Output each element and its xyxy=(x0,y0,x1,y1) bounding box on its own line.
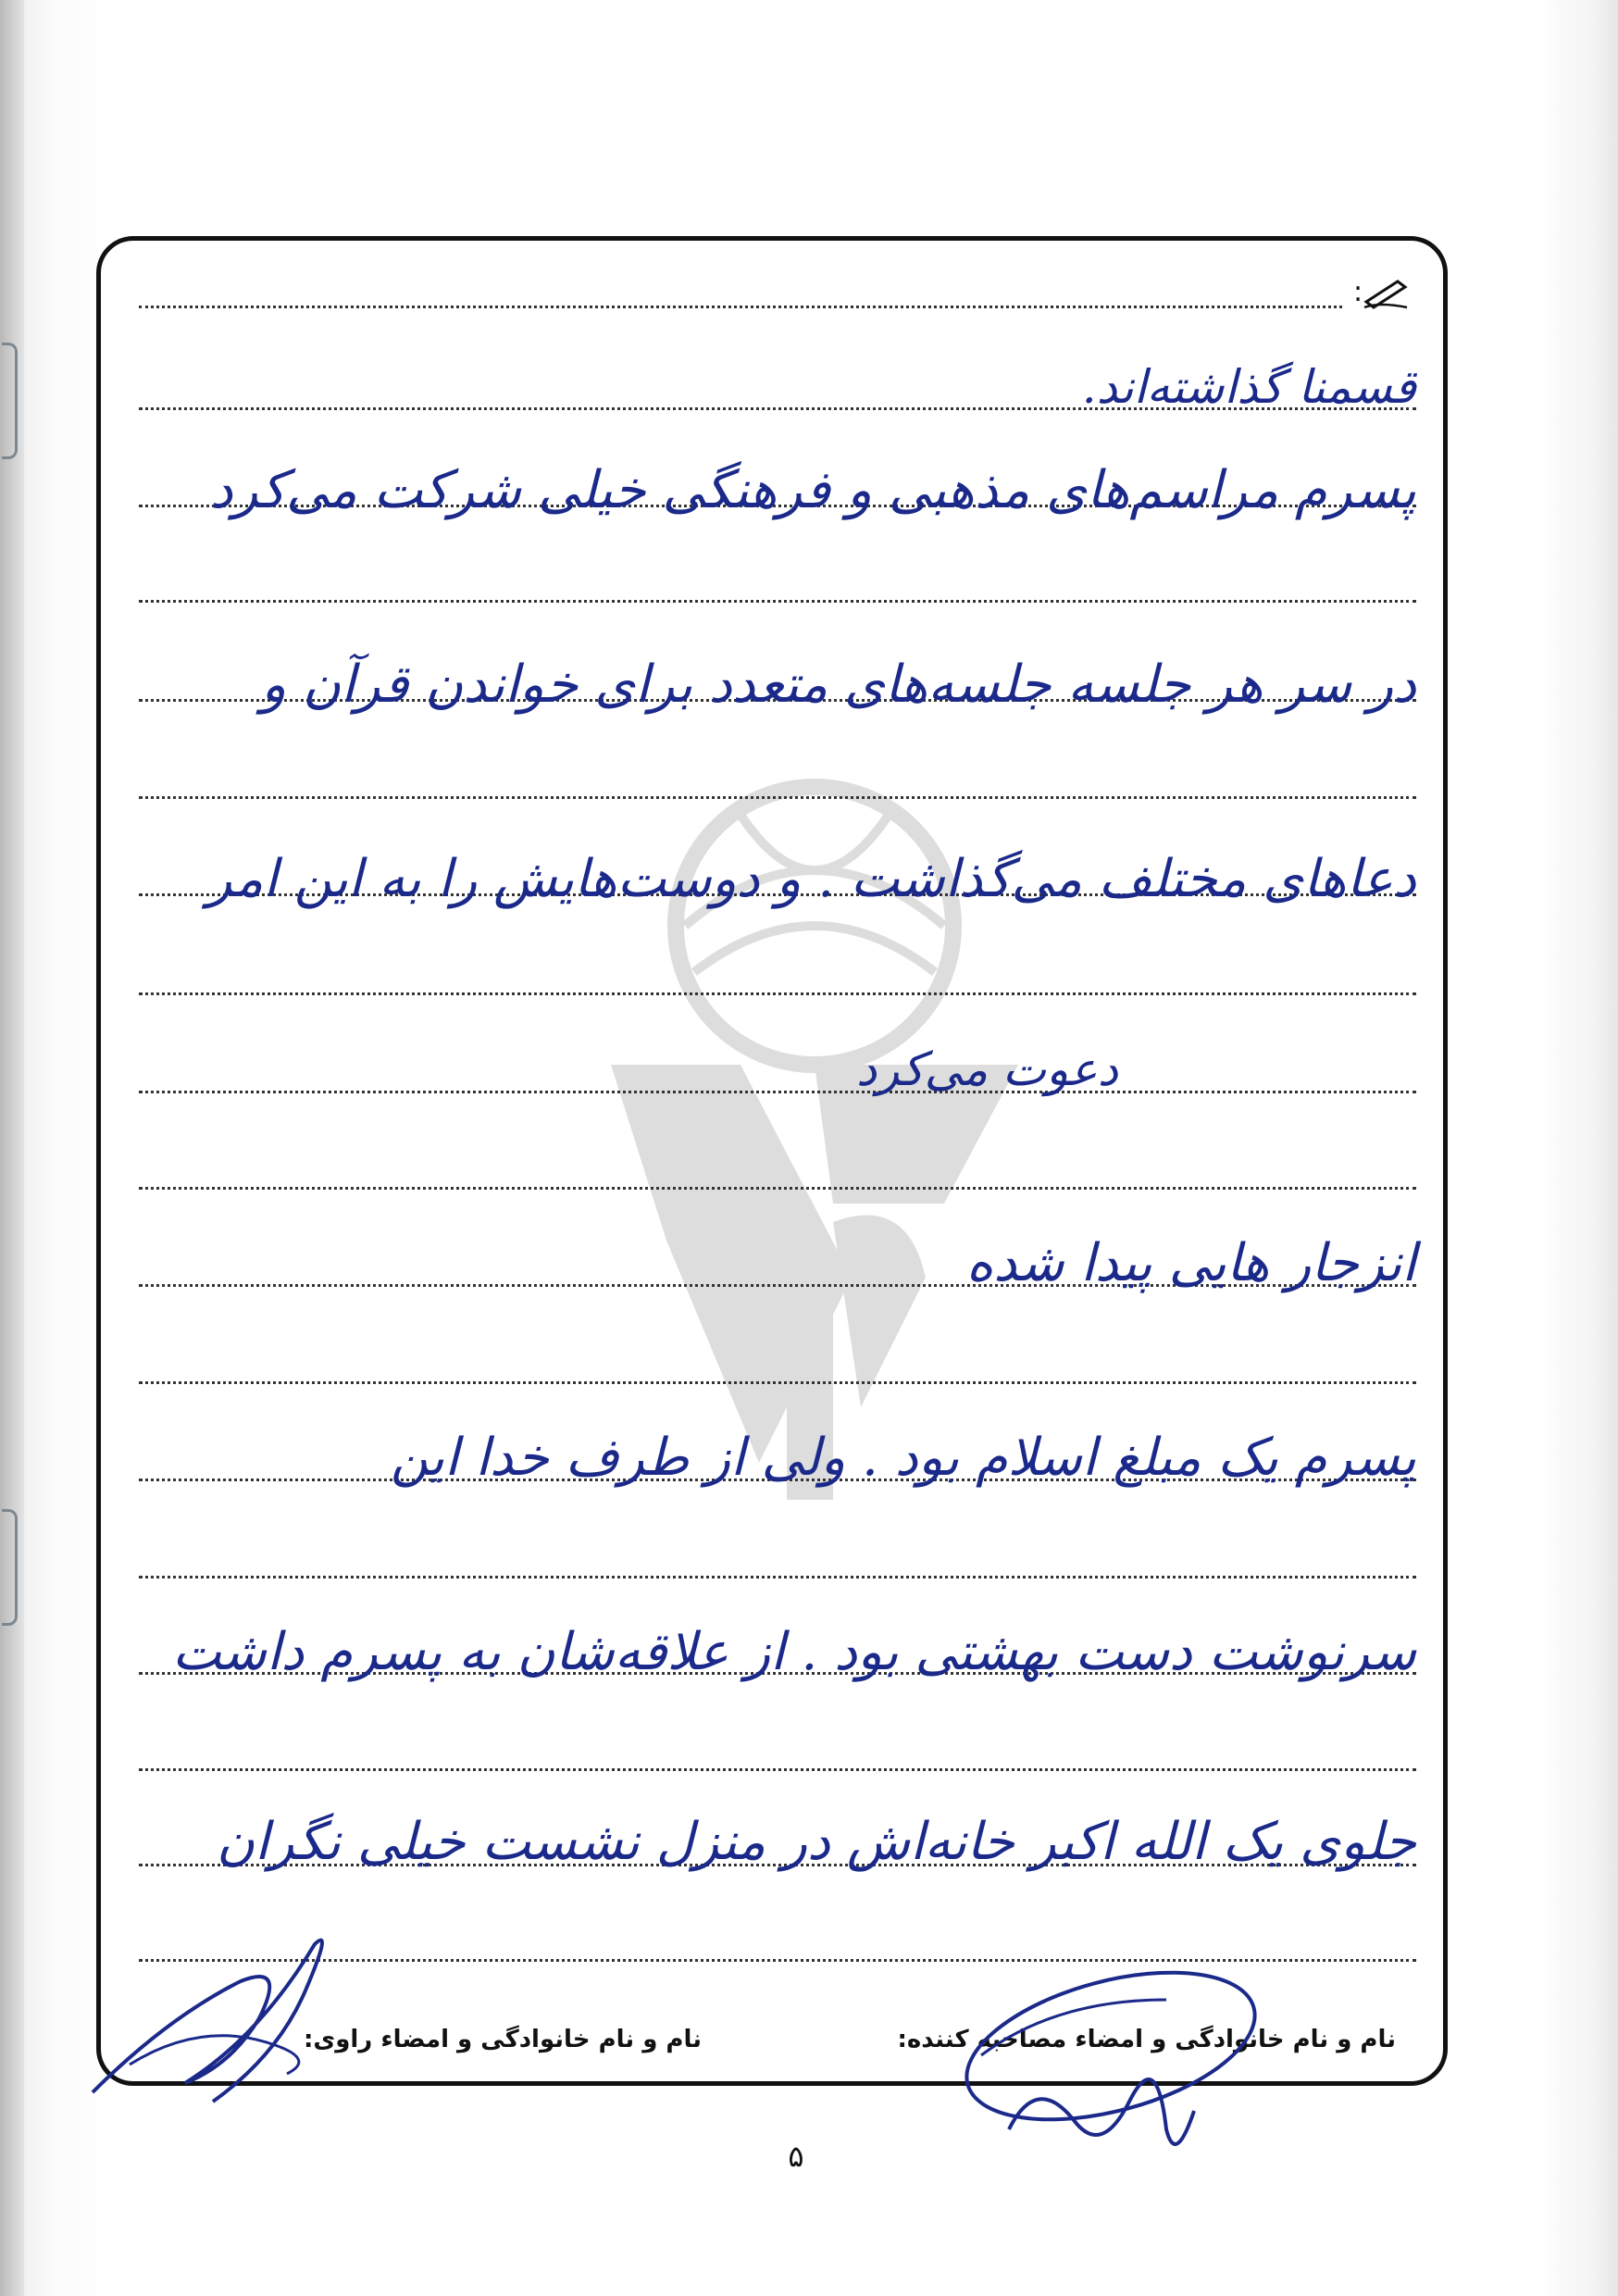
ruled-line xyxy=(139,1187,1416,1190)
handwritten-line: دعوت می‌کرد xyxy=(855,1042,1118,1096)
handwritten-line: پسرم یک مبلغ اسلام بود . ولی از طرف خدا این xyxy=(390,1428,1416,1488)
staple-bottom xyxy=(2,1509,18,1626)
page-number: ۵ xyxy=(788,2139,804,2174)
interviewer-signature-label: نام و نام خانوادگی و امضاء مصاحبه کننده: xyxy=(897,2026,1396,2053)
ruled-line xyxy=(139,1576,1416,1578)
pen-colon: : xyxy=(1353,276,1363,308)
pen-icon xyxy=(1361,274,1413,311)
ruled-line xyxy=(139,1091,1416,1093)
ruled-line xyxy=(139,306,1342,308)
handwritten-line: قسمنا گذاشته‌اند. xyxy=(1081,360,1416,414)
handwritten-line: انزجار هایی پیدا شده xyxy=(965,1233,1416,1293)
handwritten-line: دعاهای مختلف می‌گذاشت . و دوست‌هایش را به این امر xyxy=(206,849,1416,909)
narrator-signature-label: نام و نام خانوادگی و امضاء راوی: xyxy=(304,2026,702,2053)
handwritten-line: جلوی یک الله اکبر خانه‌اش در منزل نشست خیلی نگران xyxy=(216,1812,1416,1872)
interviewer-signature xyxy=(889,1944,1277,2176)
handwritten-line: پسرم مراسم‌های مذهبی و فرهنگی خیلی شرکت می‌کرد xyxy=(209,460,1416,520)
staple-top xyxy=(2,343,18,459)
handwritten-line: در سر هر جلسه جلسه‌های متعدد برای خواندن قرآن و xyxy=(261,655,1416,715)
ruled-line xyxy=(139,992,1416,995)
ruled-line xyxy=(139,796,1416,799)
handwritten-line: سرنوشت دست بهشتی بود . از علاقه‌شان به پسرم داشت xyxy=(172,1622,1416,1682)
ruled-line xyxy=(139,600,1416,603)
ruled-line xyxy=(139,1768,1416,1771)
ruled-line xyxy=(139,1381,1416,1384)
narrator-signature xyxy=(74,1907,370,2111)
